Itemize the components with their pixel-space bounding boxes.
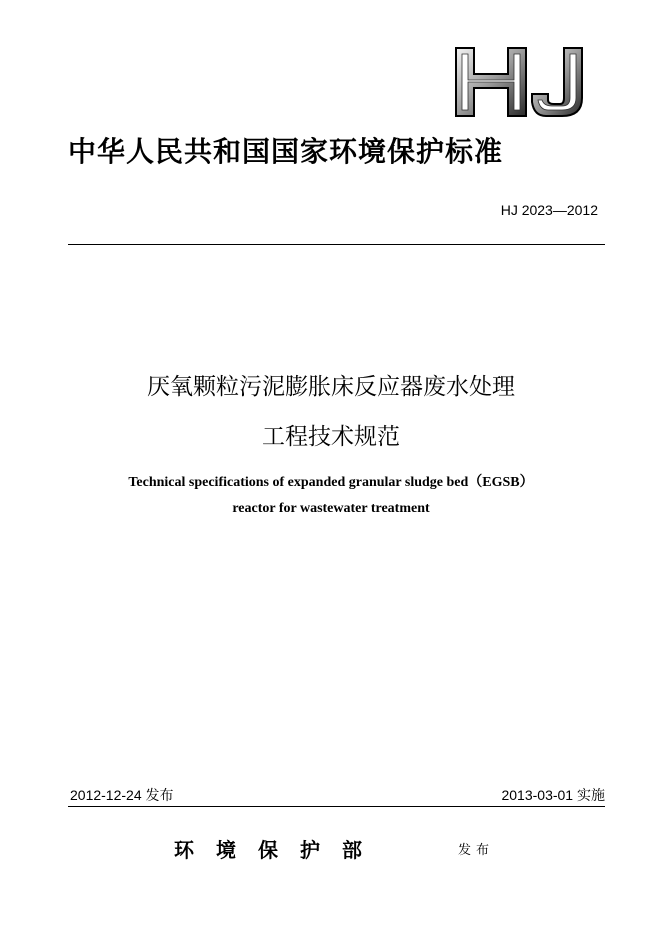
publisher-name: 环境保护部 — [174, 838, 384, 862]
bottom-divider — [68, 806, 605, 807]
hj-logo — [452, 44, 594, 120]
implementation-date: 2013-03-01 实施 — [501, 787, 605, 803]
logo-letter-h — [456, 48, 526, 116]
logo-letter-j — [532, 48, 582, 116]
issuing-organization-title: 中华人民共和国国家环境保护标准 — [68, 135, 504, 168]
document-title-en-line2: reactor for wastewater treatment — [232, 501, 430, 516]
document-title-cn-line1: 厌氧颗粒污泥膨胀床反应器废水处理 — [147, 374, 515, 400]
publisher-suffix: 发布 — [458, 843, 495, 858]
top-divider — [68, 244, 605, 245]
document-title-cn-line2: 工程技术规范 — [262, 424, 400, 450]
standard-number: HJ 2023—2012 — [500, 202, 598, 218]
issue-date: 2012-12-24 发布 — [70, 787, 174, 803]
document-title-en-line1: Technical specifications of expanded granular sludge bed（EGSB） — [128, 475, 534, 490]
